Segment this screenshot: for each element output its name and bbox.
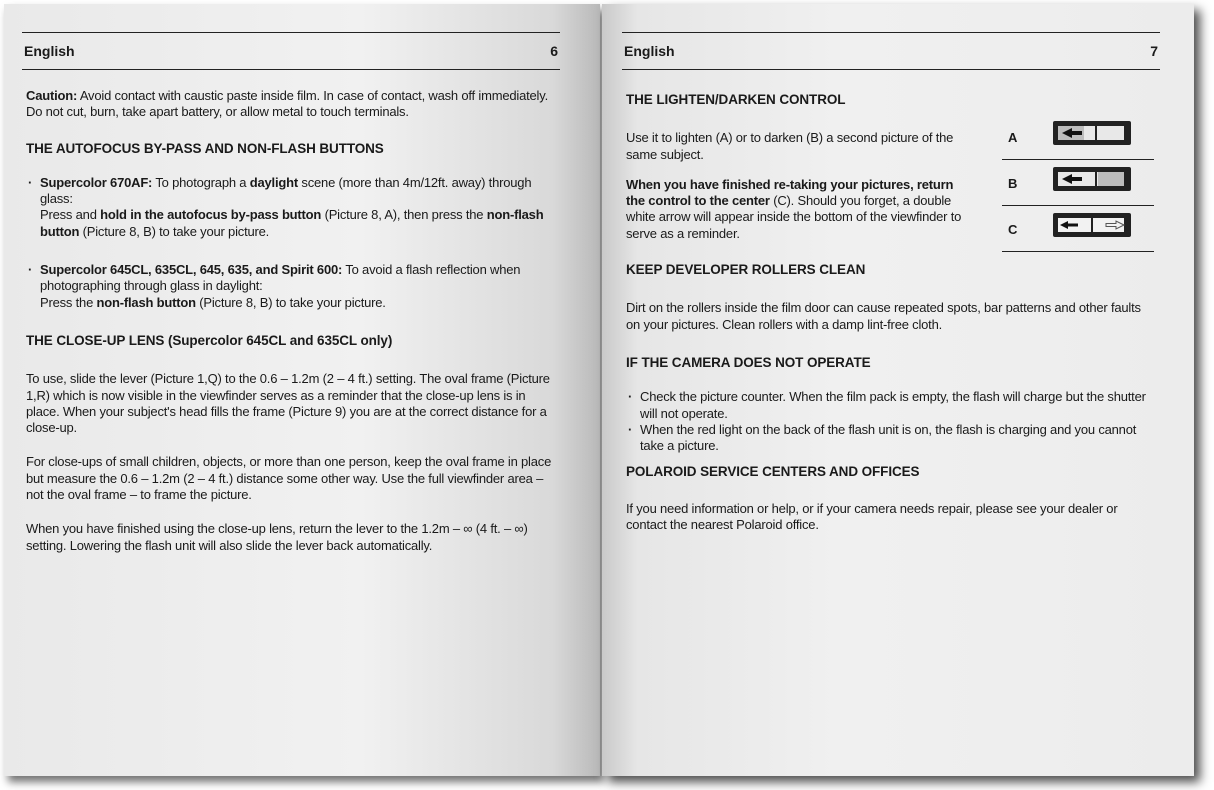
lighten-paragraph-1: Use it to lighten (A) or to darken (B) a second picture of the same subject. [626, 130, 954, 162]
caution-label: Caution: [26, 88, 78, 103]
text-run: (C). Should you forget, a double white arrow will appear inside the bottom of the viewfinder to serve as a reminder. [626, 193, 962, 241]
text-run: To photograph a [152, 174, 250, 190]
bold-run: hold in the autofocus by-pass button [100, 207, 322, 223]
not-operate-list [626, 389, 1154, 454]
diagram-rule [1002, 205, 1154, 206]
not-operate-heading: IF THE CAMERA DOES NOT OPERATE [626, 354, 871, 370]
caution-paragraph [26, 88, 560, 121]
right-page-header [622, 32, 1160, 70]
slider-left-icon [1052, 120, 1132, 146]
right-page [602, 4, 1194, 776]
closeup-paragraph-2: For close-ups of small children, objects, or more than one person, keep the oval frame in place but measure the 0.6 – 1.2m (2 – 4 ft.) distance some other way. Use the full viewfinder area – not the oval frame – to frame the picture. [26, 454, 552, 503]
lighten-heading: THE LIGHTEN/DARKEN CONTROL [626, 92, 846, 107]
text-run: Press and [40, 207, 101, 223]
rollers-heading: KEEP DEVELOPER ROLLERS CLEAN [626, 262, 866, 278]
right-language-label: English [624, 43, 675, 59]
lighten-text [626, 130, 966, 242]
service-paragraph: If you need information or help, or if your camera needs repair, please see your dealer or contact the nearest Polaroid office. [626, 500, 1118, 533]
text-run: (Picture 8, B) to take your picture. [79, 223, 270, 239]
bold-run: non-flash button [96, 294, 196, 310]
diagram-rule [1002, 251, 1154, 252]
caution-text: Avoid contact with caustic paste inside film. In case of contact, wash off immediately. Do not cut, burn, take apart battery, or allow metal to touch terminals. [26, 88, 548, 120]
diagram-label-c: C [1008, 222, 1018, 237]
rollers-paragraph: Dirt on the rollers inside the film door can cause repeated spots, bar patterns and other faults on your pictures. Clean rollers with a damp lint-free cloth. [626, 300, 1141, 332]
slider-right-icon [1052, 166, 1132, 192]
closeup-paragraph-1: To use, slide the lever (Picture 1,Q) to the 0.6 – 1.2m (2 – 4 ft.) setting. The oval frame (Picture 1,R) which is now visible in the viewfinder serves as a reminder that the close-up lens is in place. When your subject's head fills the frame (Picture 9) you are at the correct distance for a close-up. [26, 371, 550, 436]
left-page [4, 4, 600, 776]
diagram-label-a: A [1008, 130, 1018, 145]
left-page-header [22, 32, 560, 70]
list-item: · Check the picture counter. When the film pack is empty, the flash will charge but the shutter will not operate. [626, 389, 1154, 422]
diagram-row-a [1002, 116, 1154, 160]
text-run: Press the [40, 294, 97, 310]
right-page-content [626, 92, 1154, 533]
lighten-paragraph-2 [626, 177, 966, 242]
model-name: Supercolor 670AF: [40, 174, 153, 190]
bold-run: daylight [249, 174, 298, 190]
service-heading: POLAROID SERVICE CENTERS AND OFFICES [626, 464, 920, 480]
list-item: · When the red light on the back of the flash unit is on, the flash is charging and you cannot take a picture. [626, 422, 1154, 455]
autofocus-list [26, 175, 560, 311]
text-run: To avoid a flash reflection when photographing through glass in daylight: [40, 262, 521, 294]
left-page-number: 6 [550, 43, 558, 59]
diagram-label-b: B [1008, 176, 1018, 191]
bold-run: When you have finished re-taking your pictures, return the control to the center [626, 176, 954, 209]
closeup-heading: THE CLOSE-UP LENS (Supercolor 645CL and 635CL only) [26, 332, 393, 348]
diagram-rule [1002, 159, 1154, 160]
manual-spread [4, 4, 1200, 776]
diagram-row-b [1002, 162, 1154, 206]
closeup-paragraph-3: When you have finished using the close-up lens, return the lever to the 1.2m – ∞ (4 ft. – ∞) setting. Lowering the flash unit will also slide the lever back automatically. [26, 521, 528, 553]
text-run: (Picture 8, B) to take your picture. [195, 294, 386, 310]
text-run: scene (more than 4m/12ft. away) through glass: [40, 174, 532, 207]
left-page-content [26, 88, 560, 554]
model-name: Supercolor 645CL, 635CL, 645, 635, and Spirit 600: [40, 262, 343, 278]
autofocus-heading: THE AUTOFOCUS BY-PASS AND NON-FLASH BUTTONS [26, 140, 384, 156]
right-page-number: 7 [1150, 43, 1158, 59]
list-item [26, 262, 560, 311]
lighten-darken-diagram [1002, 116, 1154, 256]
list-item [26, 175, 560, 240]
left-language-label: English [24, 43, 75, 59]
diagram-row-c [1002, 208, 1154, 252]
text-run: (Picture 8, A), then press the [321, 207, 487, 223]
bold-run: non-flash button [40, 207, 544, 239]
slider-center-icon [1052, 212, 1132, 238]
